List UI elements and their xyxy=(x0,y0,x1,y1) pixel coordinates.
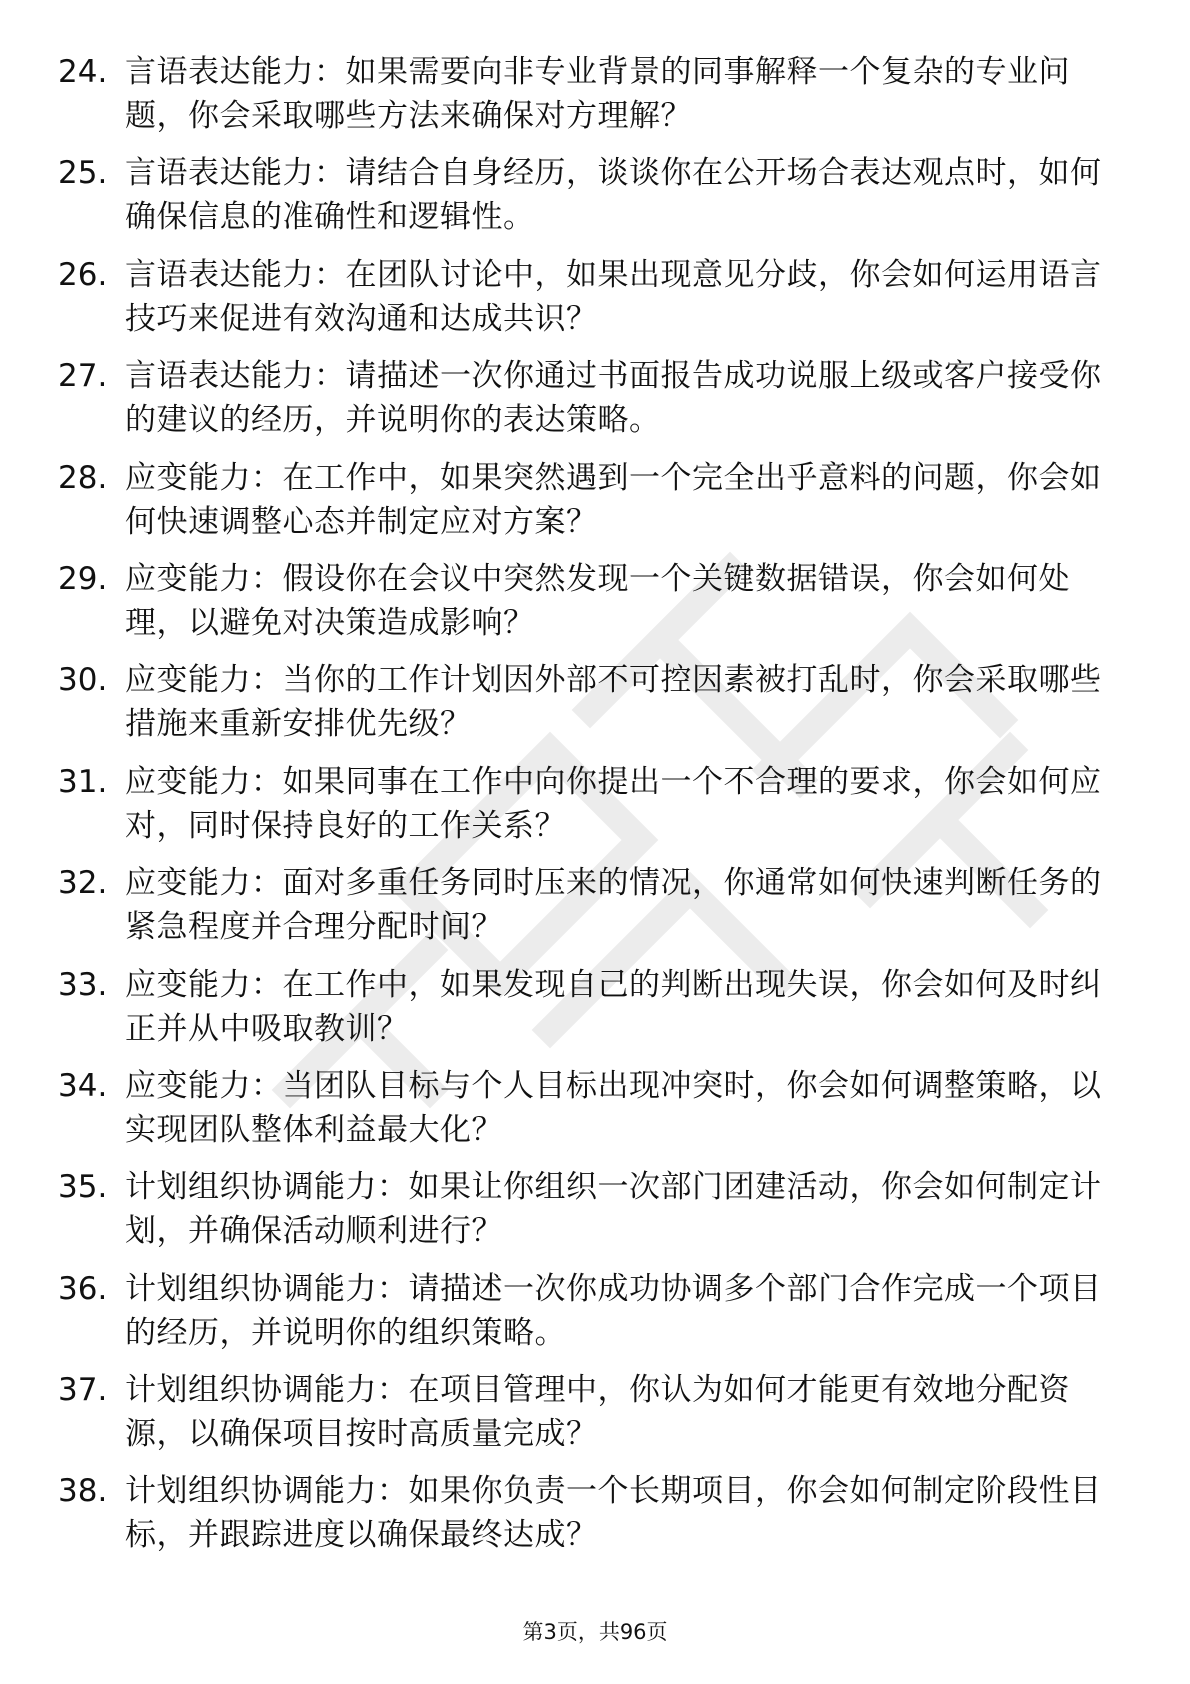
question-number: 31. xyxy=(58,763,108,800)
question-number: 28. xyxy=(58,459,108,496)
question-text: 计划组织协调能力：如果让你组织一次部门团建活动，你会如何制定计划，并确保活动顺利进行？ xyxy=(125,1169,1102,1250)
question-list xyxy=(58,50,1118,1571)
question-number: 26. xyxy=(58,256,108,293)
question-text: 言语表达能力：请结合自身经历，谈谈你在公开场合表达观点时，如何确保信息的准确性和逻辑性。 xyxy=(125,155,1102,236)
question-text: 计划组织协调能力：在项目管理中，你认为如何才能更有效地分配资源，以确保项目按时高质量完成？ xyxy=(125,1372,1070,1453)
question-number: 29. xyxy=(58,560,108,597)
question-text: 计划组织协调能力：如果你负责一个长期项目，你会如何制定阶段性目标，并跟踪进度以确保最终达成？ xyxy=(125,1473,1102,1554)
question-item-26 xyxy=(58,253,1118,354)
question-item-32 xyxy=(58,861,1118,962)
question-item-35 xyxy=(58,1165,1118,1266)
question-text: 应变能力：面对多重任务同时压来的情况，你通常如何快速判断任务的紧急程度并合理分配时间？ xyxy=(125,865,1102,946)
question-item-25 xyxy=(58,151,1118,252)
question-number: 30. xyxy=(58,662,108,699)
question-number: 32. xyxy=(58,865,108,902)
question-item-36 xyxy=(58,1267,1118,1368)
question-text: 言语表达能力：如果需要向非专业背景的同事解释一个复杂的专业问题，你会采取哪些方法来确保对方理解？ xyxy=(125,54,1070,134)
question-number: 37. xyxy=(58,1372,108,1409)
question-text: 应变能力：当团队目标与个人目标出现冲突时，你会如何调整策略，以实现团队整体利益最大化？ xyxy=(125,1067,1102,1148)
question-text: 应变能力：在工作中，如果发现自己的判断出现失误，你会如何及时纠正并从中吸取教训？ xyxy=(125,966,1102,1047)
question-item-33 xyxy=(58,963,1118,1064)
question-text: 言语表达能力：在团队讨论中，如果出现意见分歧，你会如何运用语言技巧来促进有效沟通和达成共识？ xyxy=(125,256,1102,337)
question-text: 言语表达能力：请描述一次你通过书面报告成功说服上级或客户接受你的建议的经历，并说明你的表达策略。 xyxy=(125,358,1102,439)
question-item-30 xyxy=(58,658,1118,759)
question-number: 38. xyxy=(58,1473,108,1510)
question-text: 应变能力：假设你在会议中突然发现一个关键数据错误，你会如何处理，以避免对决策造成影响？ xyxy=(125,560,1070,641)
question-number: 24. xyxy=(58,54,108,90)
question-item-34 xyxy=(58,1064,1118,1165)
question-number: 34. xyxy=(58,1067,108,1104)
question-number: 27. xyxy=(58,358,108,395)
question-text: 应变能力：在工作中，如果突然遇到一个完全出乎意料的问题，你会如何快速调整心态并制定应对方案？ xyxy=(125,459,1102,540)
question-text: 应变能力：当你的工作计划因外部不可控因素被打乱时，你会采取哪些措施来重新安排优先级？ xyxy=(125,662,1102,743)
question-text: 计划组织协调能力：请描述一次你成功协调多个部门合作完成一个项目的经历，并说明你的组织策略。 xyxy=(125,1270,1102,1351)
question-item-37 xyxy=(58,1368,1118,1469)
question-item-38 xyxy=(58,1469,1118,1570)
question-item-28 xyxy=(58,456,1118,557)
question-item-31 xyxy=(58,760,1118,861)
page-number-footer: 第3页，共96页 xyxy=(522,1620,668,1644)
question-item-24 xyxy=(58,50,1118,151)
question-number: 25. xyxy=(58,155,108,192)
question-number: 33. xyxy=(58,966,108,1003)
question-item-29 xyxy=(58,557,1118,658)
question-number: 36. xyxy=(58,1270,108,1307)
question-item-27 xyxy=(58,354,1118,455)
question-number: 35. xyxy=(58,1169,108,1206)
question-text: 应变能力：如果同事在工作中向你提出一个不合理的要求，你会如何应对，同时保持良好的工作关系？ xyxy=(125,763,1102,844)
